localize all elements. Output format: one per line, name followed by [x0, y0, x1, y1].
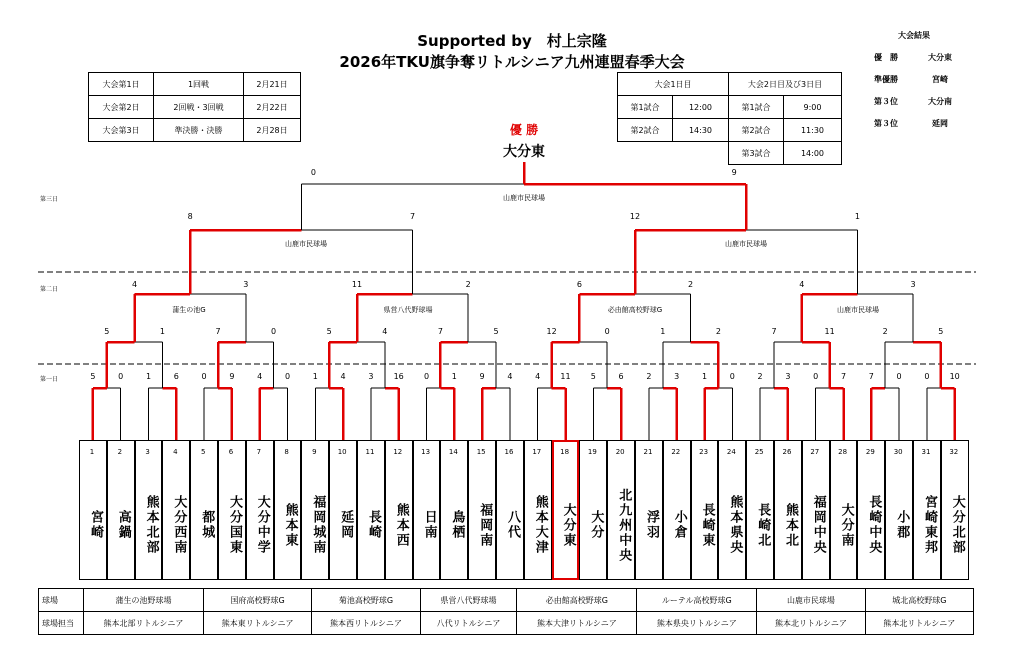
- result-place: 優 勝: [874, 53, 898, 62]
- team-number: 25: [754, 448, 764, 456]
- score-label: 0: [604, 327, 610, 336]
- team-number: 16: [504, 448, 514, 456]
- score-label: 9: [479, 372, 485, 381]
- team-name: 福岡南: [477, 502, 493, 548]
- score-label: 4: [257, 372, 263, 381]
- tournament-title: 2026年TKU旗争奪リトルシニア九州連盟春季大会: [339, 53, 685, 71]
- team-number: 15: [476, 448, 486, 456]
- venue-r16: 山鹿市民球場: [837, 306, 879, 314]
- score-label: 3: [910, 280, 916, 289]
- host-row: [39, 612, 974, 635]
- score-label: 2: [465, 280, 471, 289]
- match-time: 14:00: [784, 142, 842, 165]
- schedule-date: 2月21日: [244, 73, 301, 96]
- team-number: 27: [810, 448, 820, 456]
- team-number: 20: [615, 448, 625, 456]
- team-number: 9: [312, 448, 317, 456]
- venue-r16: 必由館高校野球G: [607, 306, 663, 314]
- score-label: 3: [368, 372, 374, 381]
- team-number: 18: [560, 448, 570, 456]
- score-label: 0: [201, 372, 207, 381]
- score-label: 12: [629, 212, 641, 221]
- score-label: 10: [949, 372, 960, 381]
- score-label: 1: [451, 372, 457, 381]
- host-row-label: 球場担当: [39, 612, 84, 635]
- score-label: 0: [729, 372, 735, 381]
- score-label: 1: [159, 327, 165, 336]
- match-label: 第2試合: [618, 119, 673, 142]
- team-name: 熊本東: [282, 502, 298, 548]
- score-label: 7: [215, 327, 221, 336]
- day3-label: 第三日: [40, 196, 59, 203]
- team-name: 八代: [505, 510, 520, 540]
- score-label: 16: [393, 372, 404, 381]
- team-number: 1: [89, 448, 95, 456]
- match-time: 9:00: [784, 96, 842, 119]
- team-number: 28: [838, 448, 848, 456]
- schedule-date: 2月28日: [244, 119, 301, 142]
- team-name: 高鍋: [115, 510, 131, 540]
- venue-cell: 蒲生の池野球場: [84, 589, 204, 612]
- schedule-day: 大会第1日: [89, 73, 154, 96]
- score-label: 3: [674, 372, 680, 381]
- team-number: 3: [145, 448, 150, 456]
- score-label: 11: [351, 280, 363, 289]
- team-name: 熊本西: [393, 502, 409, 548]
- score-label: 2: [646, 372, 652, 381]
- schedule-round: 準決勝・決勝: [154, 119, 244, 142]
- day23-header: 大会2日目及び3日目: [729, 73, 842, 96]
- score-label: 11: [824, 327, 835, 336]
- venue-cell: 国府高校野球G: [203, 589, 311, 612]
- team-name: 長崎東: [699, 502, 715, 548]
- result-team: 延岡: [932, 119, 948, 128]
- day2-label: 第二日: [40, 286, 59, 293]
- venue-r16: 県営八代野球場: [383, 306, 433, 314]
- score-label: 9: [229, 372, 235, 381]
- venue-row-label: 球場: [39, 589, 84, 612]
- match-label: 第2試合: [729, 119, 784, 142]
- venue-table: [38, 588, 974, 635]
- match-time: 11:30: [784, 119, 842, 142]
- score-label: 8: [187, 212, 193, 221]
- team-name: 日南: [421, 510, 437, 540]
- score-label: 12: [546, 327, 557, 336]
- score-label: 2: [688, 280, 694, 289]
- score-label: 3: [785, 372, 791, 381]
- team-name: 大分北部: [949, 495, 965, 555]
- score-label: 7: [410, 212, 416, 221]
- team-number: 29: [865, 448, 875, 456]
- team-name: 大分: [588, 510, 604, 540]
- team-name: 浮羽: [644, 510, 659, 540]
- team-name: 熊本県央: [727, 495, 743, 555]
- team-name: 長崎北: [755, 502, 771, 548]
- score-label: 4: [535, 372, 541, 381]
- team-name: 北九州中央: [616, 487, 632, 563]
- match-time: 14:30: [673, 119, 729, 142]
- team-number: 10: [337, 448, 347, 456]
- champion-team: 大分東: [503, 144, 545, 160]
- team-name: 熊本大津: [532, 495, 548, 555]
- venue-cell: ルーテル高校野球G: [637, 589, 757, 612]
- result-team: 宮崎: [932, 75, 948, 84]
- score-label: 11: [560, 372, 571, 381]
- score-label: 0: [118, 372, 124, 381]
- team-number: 30: [893, 448, 903, 456]
- team-name: 延岡: [338, 510, 354, 540]
- score-label: 5: [938, 327, 944, 336]
- team-name: 長崎中央: [866, 495, 882, 555]
- score-label: 4: [132, 280, 138, 289]
- score-label: 5: [90, 372, 96, 381]
- score-label: 4: [507, 372, 513, 381]
- team-name: 小倉: [671, 510, 687, 540]
- score-label: 5: [590, 372, 596, 381]
- team-name: 熊本北部: [143, 495, 159, 555]
- schedule-day: 大会第2日: [89, 96, 154, 119]
- team-name: 宮崎: [88, 510, 103, 540]
- score-label: 5: [493, 327, 499, 336]
- score-label: 0: [284, 372, 291, 381]
- host-cell: 熊本西リトルシニア: [312, 612, 420, 635]
- score-label: 5: [104, 327, 110, 336]
- day1-header: 大会1日目: [618, 73, 729, 96]
- match-label: 第1試合: [729, 96, 784, 119]
- team-name: 熊本北: [783, 502, 798, 548]
- team-number: 22: [671, 448, 681, 456]
- team-name: 大分中学: [254, 495, 270, 555]
- host-cell: 熊本東リトルシニア: [203, 612, 311, 635]
- team-name: 福岡中央: [810, 495, 826, 555]
- team-number: 7: [256, 448, 262, 456]
- day1-label: 第一日: [40, 376, 59, 383]
- score-label: 4: [340, 372, 346, 381]
- venue-semi-left: 山鹿市民球場: [285, 240, 327, 248]
- host-cell: 熊本北リトルシニア: [865, 612, 973, 635]
- score-label: 9: [731, 168, 737, 177]
- score-label: 6: [576, 280, 582, 289]
- venue-cell: 県営八代野球場: [420, 589, 517, 612]
- team-number: 17: [532, 448, 542, 456]
- score-label: 6: [173, 372, 179, 381]
- score-label: 4: [382, 327, 388, 336]
- team-number: 5: [200, 448, 206, 456]
- team-number: 14: [448, 448, 458, 456]
- venue-cell: 城北高校野球G: [865, 589, 973, 612]
- team-name: 福岡城南: [310, 495, 326, 555]
- result-team: 大分南: [928, 97, 952, 106]
- score-label: 7: [771, 327, 777, 336]
- team-number: 26: [782, 448, 792, 456]
- score-label: 1: [854, 212, 860, 221]
- venue-cell: 菊池高校野球G: [312, 589, 420, 612]
- schedule-day: 大会第3日: [89, 119, 154, 142]
- sponsor-line: Supported by 村上宗隆: [417, 32, 607, 50]
- venue-cell: 山鹿市民球場: [757, 589, 865, 612]
- team-name: 大分東: [560, 502, 576, 548]
- match-time: 12:00: [673, 96, 729, 119]
- score-label: 0: [423, 372, 430, 381]
- venue-final: 山鹿市民球場: [503, 194, 545, 202]
- match-label: 第3試合: [729, 142, 784, 165]
- result-place: 第３位: [874, 119, 898, 128]
- team-number: 19: [587, 448, 597, 456]
- host-cell: 八代リトルシニア: [420, 612, 517, 635]
- score-label: 4: [799, 280, 805, 289]
- team-name: 長崎: [366, 510, 381, 540]
- score-label: 3: [243, 280, 249, 289]
- score-label: 1: [145, 372, 152, 381]
- score-label: 1: [660, 327, 666, 336]
- score-label: 1: [701, 372, 708, 381]
- host-cell: 熊本大津リトルシニア: [517, 612, 637, 635]
- venue-row: [39, 589, 974, 612]
- score-label: 7: [437, 327, 443, 336]
- score-label: 0: [896, 372, 902, 381]
- score-label: 7: [868, 372, 874, 381]
- score-label: 0: [271, 327, 277, 336]
- team-number: 13: [421, 448, 431, 456]
- venue-r16: 蒲生の池G: [172, 306, 206, 314]
- team-name: 都城: [199, 510, 215, 540]
- team-name: 大分西南: [171, 495, 187, 555]
- schedule-round: 2回戦・3回戦: [154, 96, 244, 119]
- schedule-date: 2月22日: [244, 96, 301, 119]
- host-cell: 熊本県央リトルシニア: [637, 612, 757, 635]
- score-label: 7: [840, 372, 847, 381]
- venue-semi-right: 山鹿市民球場: [725, 240, 767, 248]
- venue-cell: 必由館高校野球G: [517, 589, 637, 612]
- score-label: 5: [326, 327, 332, 336]
- team-name: 鳥栖: [449, 510, 465, 540]
- host-cell: 熊本北部リトルシニア: [84, 612, 204, 635]
- team-name: 大分南: [838, 502, 854, 548]
- champion-label: 優 勝: [509, 123, 539, 137]
- score-label: 2: [715, 327, 721, 336]
- team-number: 31: [921, 448, 931, 456]
- team-name: 宮崎東邦: [922, 495, 937, 555]
- team-number: 12: [393, 448, 403, 456]
- score-label: 0: [310, 168, 316, 177]
- match-label: 第1試合: [618, 96, 673, 119]
- result-place: 第３位: [874, 97, 898, 106]
- score-label: 2: [757, 372, 763, 381]
- host-cell: 熊本北リトルシニア: [757, 612, 865, 635]
- team-number: 6: [228, 448, 234, 456]
- team-number: 11: [365, 448, 375, 456]
- score-label: 6: [618, 372, 624, 381]
- score-label: 0: [813, 372, 819, 381]
- team-number: 4: [173, 448, 178, 456]
- team-name: 小郡: [894, 510, 910, 540]
- result-team: 大分東: [928, 53, 952, 62]
- team-number: 21: [643, 448, 653, 456]
- schedule-round: 1回戦: [154, 73, 244, 96]
- team-number: 23: [699, 448, 709, 456]
- team-number: 8: [284, 448, 289, 456]
- results-title: 大会結果: [898, 31, 930, 40]
- score-label: 0: [924, 372, 930, 381]
- team-number: 24: [726, 448, 736, 456]
- result-place: 準優勝: [874, 75, 898, 84]
- score-label: 2: [882, 327, 888, 336]
- team-number: 32: [949, 448, 959, 456]
- team-name: 大分国東: [227, 495, 242, 555]
- team-number: 2: [117, 448, 123, 456]
- score-label: 1: [312, 372, 318, 381]
